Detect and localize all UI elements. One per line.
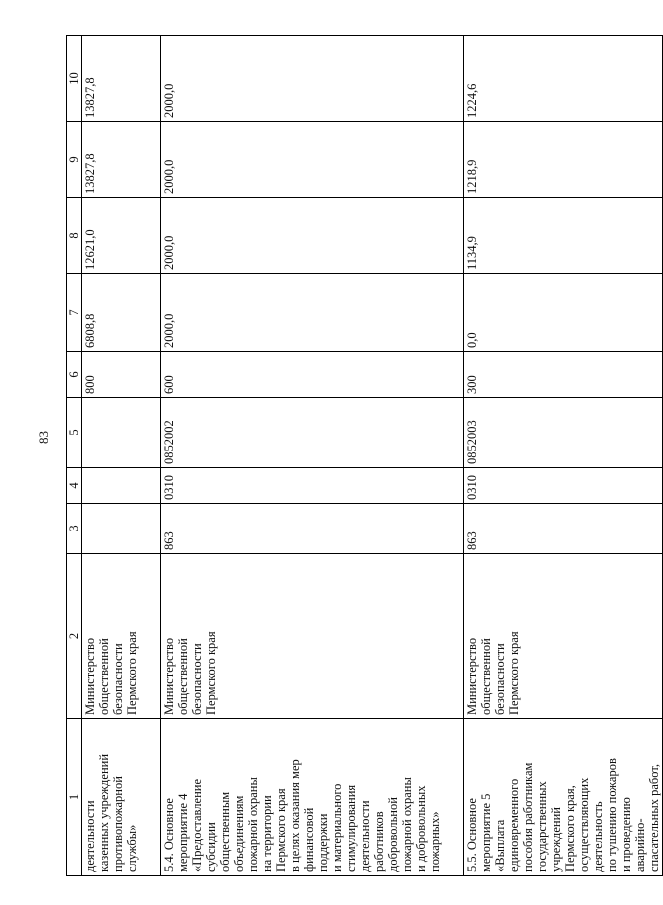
table-cell xyxy=(82,504,161,554)
table-cell: 0310 xyxy=(161,468,464,504)
budget-table xyxy=(66,35,663,876)
page-number: 83 xyxy=(36,431,51,444)
table-cell xyxy=(82,398,161,468)
table-cell: 800 xyxy=(82,352,161,398)
header-cell: 10 xyxy=(67,36,82,122)
table-cell: Министерство общественной безопасности Пермского края xyxy=(82,554,161,719)
table-cell: 863 xyxy=(161,504,464,554)
table-cell: деятельности казенных учреждений противопожарной службы» xyxy=(82,719,161,876)
table-cell: 13827,8 xyxy=(82,36,161,122)
table-cell xyxy=(82,468,161,504)
table-row xyxy=(82,36,161,876)
header-cell: 6 xyxy=(67,352,82,398)
header-cell: 3 xyxy=(67,504,82,554)
table-cell: 6808,8 xyxy=(82,274,161,352)
table-cell: 0852002 xyxy=(161,398,464,468)
table-cell: 13827,8 xyxy=(82,122,161,198)
table-row xyxy=(464,36,663,876)
header-cell: 4 xyxy=(67,468,82,504)
table-cell: 5.5. Основное мероприятие 5 «Выплата единовременного пособия работникам государственных учреждений Пермского края, осуществляющих деятельность по тушению пожаров и проведению аварийно- спасательных работ, xyxy=(464,719,663,876)
rotated-table-container xyxy=(66,36,661,876)
table-cell: 12621,0 xyxy=(82,198,161,274)
table-cell: Министерство общественной безопасности Пермского края xyxy=(464,554,663,719)
header-cell: 7 xyxy=(67,274,82,352)
header-cell: 1 xyxy=(67,719,82,876)
header-cell: 2 xyxy=(67,554,82,719)
table-cell: 2000,0 xyxy=(161,36,464,122)
table-cell: 0310 xyxy=(464,468,663,504)
table-cell: 600 xyxy=(161,352,464,398)
table-cell: 2000,0 xyxy=(161,198,464,274)
table-cell: 0852003 xyxy=(464,398,663,468)
header-cell: 8 xyxy=(67,198,82,274)
table-cell: 5.4. Основное мероприятие 4 «Предоставление субсидии общественным объединениям пожарной охраны на территории Пермского края в целях оказания мер финансовой поддержки и материального стимулирования деятельности работников добровольной пожарной охраны и добровольных пожарных» xyxy=(161,719,464,876)
header-cell: 5 xyxy=(67,398,82,468)
table-cell: 300 xyxy=(464,352,663,398)
table-row xyxy=(161,36,464,876)
table-cell: 1218,9 xyxy=(464,122,663,198)
table-cell: 1224,6 xyxy=(464,36,663,122)
table-cell: 2000,0 xyxy=(161,274,464,352)
table-cell: 1134,9 xyxy=(464,198,663,274)
table-cell: 863 xyxy=(464,504,663,554)
table-cell: 0,0 xyxy=(464,274,663,352)
header-cell: 9 xyxy=(67,122,82,198)
table-cell: Министерство общественной безопасности Пермского края xyxy=(161,554,464,719)
table-cell: 2000,0 xyxy=(161,122,464,198)
header-row xyxy=(67,36,82,876)
